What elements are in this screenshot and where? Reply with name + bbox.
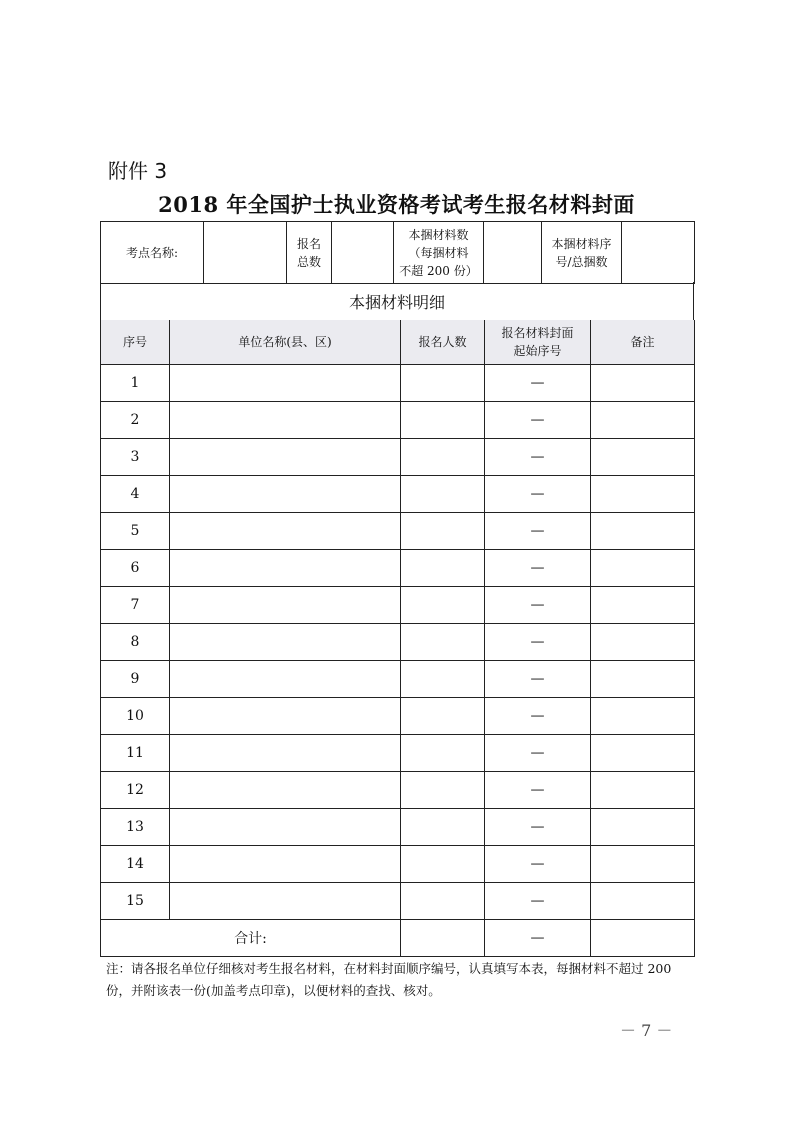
remark-cell[interactable] [591,735,695,772]
table-row [101,883,695,920]
range-cell[interactable]: — [485,550,591,587]
remark-cell[interactable] [591,365,695,402]
count-cell[interactable] [401,846,485,883]
table-row [101,809,695,846]
count-cell[interactable] [401,587,485,624]
range-cell[interactable]: — [485,661,591,698]
count-cell[interactable] [401,809,485,846]
exam-site-label: 考点名称: [101,222,204,284]
total-row [101,920,695,957]
count-cell[interactable] [401,365,485,402]
remark-cell[interactable] [591,883,695,920]
table-row [101,402,695,439]
range-cell[interactable]: — [485,698,591,735]
registration-total-field[interactable] [332,222,394,284]
range-cell[interactable]: — [485,883,591,920]
row-seq: 3 [101,439,170,476]
table-row [101,661,695,698]
count-cell[interactable] [401,698,485,735]
table-row [101,846,695,883]
count-cell[interactable] [401,550,485,587]
range-cell[interactable]: — [485,587,591,624]
page-title: 2018 年全国护士执业资格考试考生报名材料封面 [158,192,635,217]
table-row [101,439,695,476]
count-cell[interactable] [401,476,485,513]
remark-cell[interactable] [591,661,695,698]
row-seq: 7 [101,587,170,624]
bundle-count-field[interactable] [484,222,542,284]
count-cell[interactable] [401,402,485,439]
detail-heading: 本捆材料明细 [101,282,694,321]
unit-cell[interactable] [170,365,401,402]
remark-cell[interactable] [591,698,695,735]
total-label: 合计: [101,920,401,957]
unit-cell[interactable] [170,624,401,661]
range-cell[interactable]: — [485,365,591,402]
col-remark-header: 备注 [591,320,695,365]
range-cell[interactable]: — [485,624,591,661]
count-cell[interactable] [401,439,485,476]
row-seq: 6 [101,550,170,587]
count-cell[interactable] [401,883,485,920]
count-cell[interactable] [401,513,485,550]
count-cell[interactable] [401,735,485,772]
row-seq: 10 [101,698,170,735]
total-count-cell[interactable] [401,920,485,957]
page-number: － 7 － [620,1021,673,1040]
total-remark-cell[interactable] [591,920,695,957]
remark-cell[interactable] [591,513,695,550]
remark-cell[interactable] [591,772,695,809]
range-cell[interactable]: — [485,439,591,476]
row-seq: 5 [101,513,170,550]
unit-cell[interactable] [170,735,401,772]
remark-cell[interactable] [591,439,695,476]
remark-cell[interactable] [591,402,695,439]
footnote: 注：请各报名单位仔细核对考生报名材料，在材料封面顺序编号，认真填写本表，每捆材料不超过 200 份，并附该表一份(加盖考点印章)，以便材料的查找、核对。 [106,961,672,998]
bundle-sequence-label: 本捆材料序 号/总捆数 [542,222,622,284]
row-seq: 2 [101,402,170,439]
range-cell[interactable]: — [485,476,591,513]
row-seq: 1 [101,365,170,402]
count-cell[interactable] [401,661,485,698]
table-row [101,476,695,513]
count-cell[interactable] [401,624,485,661]
table-row [101,698,695,735]
range-cell[interactable]: — [485,402,591,439]
range-cell[interactable]: — [485,513,591,550]
row-seq: 4 [101,476,170,513]
bundle-count-label: 本捆材料数 （每捆材料 不超 200 份） [394,222,484,284]
total-range-cell: — [485,920,591,957]
row-seq: 8 [101,624,170,661]
table-row [101,735,695,772]
detail-table [100,320,695,957]
unit-cell[interactable] [170,550,401,587]
row-seq: 14 [101,846,170,883]
remark-cell[interactable] [591,624,695,661]
unit-cell[interactable] [170,513,401,550]
col-count-header: 报名人数 [401,320,485,365]
exam-site-field[interactable] [204,222,287,284]
table-row [101,513,695,550]
remark-cell[interactable] [591,846,695,883]
range-cell[interactable]: — [485,735,591,772]
unit-cell[interactable] [170,402,401,439]
attachment-label: 附件 3 [108,159,168,183]
range-cell[interactable]: — [485,809,591,846]
unit-cell[interactable] [170,439,401,476]
table-row [101,550,695,587]
table-row [101,624,695,661]
row-seq: 9 [101,661,170,698]
unit-cell[interactable] [170,698,401,735]
detail-heading-table [100,282,694,321]
range-cell[interactable]: — [485,772,591,809]
remark-cell[interactable] [591,476,695,513]
bundle-sequence-field[interactable] [622,222,695,284]
registration-total-label: 报名 总数 [287,222,332,284]
col-seq-header: 序号 [101,320,170,365]
table-row [101,587,695,624]
unit-cell[interactable] [170,809,401,846]
unit-cell[interactable] [170,587,401,624]
col-unit-header: 单位名称(县、区) [170,320,401,365]
table-row [101,365,695,402]
cover-header-table [100,221,695,284]
unit-cell[interactable] [170,846,401,883]
row-seq: 12 [101,772,170,809]
col-range-header: 报名材料封面 起始序号 [485,320,591,365]
unit-cell[interactable] [170,772,401,809]
remark-cell[interactable] [591,587,695,624]
count-cell[interactable] [401,772,485,809]
unit-cell[interactable] [170,883,401,920]
unit-cell[interactable] [170,661,401,698]
remark-cell[interactable] [591,809,695,846]
row-seq: 11 [101,735,170,772]
unit-cell[interactable] [170,476,401,513]
remark-cell[interactable] [591,550,695,587]
table-row [101,772,695,809]
row-seq: 13 [101,809,170,846]
range-cell[interactable]: — [485,846,591,883]
detail-table-header [101,320,695,365]
row-seq: 15 [101,883,170,920]
